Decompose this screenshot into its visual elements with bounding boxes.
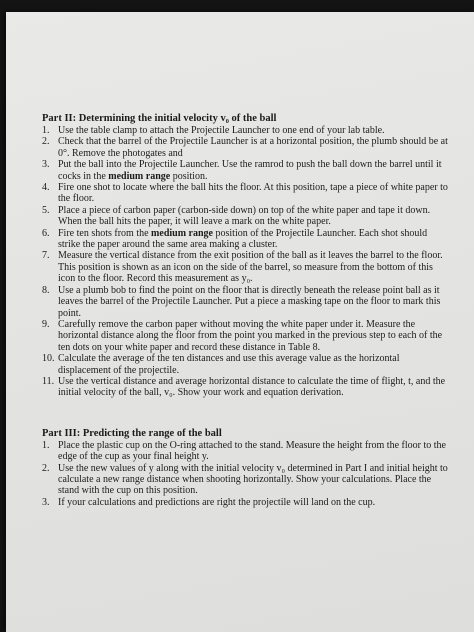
part3-step-3: 3. If your calculations and predictions are right the projectile will land on the cup. xyxy=(42,496,376,508)
part3-steps xyxy=(42,440,450,508)
part2-step-6: 6. Fire ten shots from the medium range position of the Projectile Launcher. Each shot should strike the paper around the same area making a cluster. xyxy=(42,227,428,251)
part2-title: Part II: Determining the initial velocity v₀ of the ball xyxy=(42,113,277,124)
part2-step-10: 10. Calculate the average of the ten distances and use this average value as the horizontal displacement of the projectile. xyxy=(42,353,400,376)
part2-step-8: 8. Use a plumb bob to find the point on the floor that is directly beneath the release point ball as it leaves the barrel of the Projectile Launcher. Put a piece a masking tape on the floor to mark this point. xyxy=(42,284,441,319)
part2-step-9: 9. Carefully remove the carbon paper without moving the white paper under it. Measure the horizontal distance along the floor from the point you marked in the previous step to each of the ten dots on your white paper and record these distance in Table 8. xyxy=(42,318,443,353)
section-gap xyxy=(42,399,450,427)
part2-step-1: 1. Use the table clamp to attach the Projectile Launcher to one end of your lab table. xyxy=(42,125,385,136)
document-content xyxy=(42,112,450,508)
part2-step-3: 3. Put the ball into the Projectile Launcher. Use the ramrod to push the ball down the barrel until it cocks in the medium range position. xyxy=(42,159,442,182)
part2-step-11: 11. Use the vertical distance and average horizontal distance to calculate the time of flight, t, and the initial velocity of the ball, v₀. Show your work and equation derivation. xyxy=(42,375,446,399)
part2-steps xyxy=(42,125,450,399)
part2-step-7: 7. Measure the vertical distance from the exit position of the ball as it leaves the barrel to the floor. This position is shown as an icon on the side of the barrel, so measure from the bottom of this icon to the floor. Record this measurement as y₀. xyxy=(42,250,443,285)
part3-step-1: 1. Place the plastic cup on the O-ring attached to the stand. Measure the height from the floor to the edge of the cup as your final height y. xyxy=(42,439,446,463)
part3-title: Part III: Predicting the range of the ball xyxy=(42,427,222,439)
part2-step-2: 2. Check that the barrel of the Projectile Launcher is at a horizontal position, the plumb should be at 0°. Remove the photogates and xyxy=(42,136,448,159)
part2-step-4: 4. Fire one shot to locate where the ball hits the floor. At this position, tape a piece of white paper to the floor. xyxy=(42,182,448,205)
part3-step-2: 2. Use the new values of y along with the initial velocity v₀ determined in Part I and initial height to calculate a new range distance when shooting horizontally. Show your calculations. Place the stand with the cup on this position. xyxy=(42,462,448,497)
part2-step-5: 5. Place a piece of carbon paper (carbon-side down) on top of the white paper and tape it down. When the ball hits the paper, it will leave a mark on the white paper. xyxy=(42,204,431,228)
